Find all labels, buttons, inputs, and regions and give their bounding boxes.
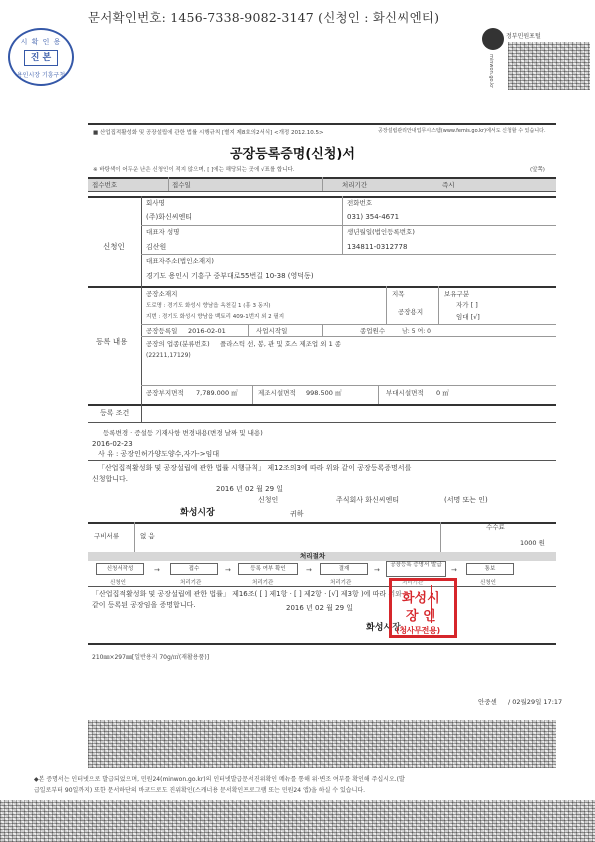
industry-value: 플라스틱 선, 봉, 관 및 호스 제조업 외 1 종 (220, 340, 342, 348)
processing-period-label: 처리기간 (342, 181, 368, 189)
ownership-divider (438, 286, 439, 324)
changes-heading: 등록변경 · 증설등 기재사항 변경내용(변경 날짜 및 내용) (103, 429, 263, 437)
company-name-label: 회사명 (146, 199, 165, 207)
birth-date-value: 134811-0312778 (347, 243, 408, 251)
procedure-actor-3: 처리기관 (252, 580, 274, 586)
fee-value: 1000 원 (520, 539, 545, 547)
request-applicant-value: 주식회사 화신씨엔티 (336, 496, 400, 504)
certification-issuer: 화성시장 (366, 623, 401, 633)
seal-top-text: 시 확 인 용 (20, 38, 62, 46)
registration-label-divider (141, 286, 142, 404)
procedure-step-3: 등록 여부 확인 (238, 563, 298, 575)
industry-label: 공장의 업종(분류번호) (146, 340, 210, 348)
receipt-divider-1 (168, 177, 169, 191)
applicant-row-rule-2 (141, 254, 556, 255)
conditions-bottom-rule (88, 422, 556, 423)
procedure-bottom-rule (88, 586, 556, 587)
applicant-section-label: 신청인 (103, 242, 125, 251)
certification-bottom-rule (88, 643, 556, 645)
aux-area-divider (378, 385, 379, 404)
road-address: 도로명 : 경기도 화성시 향남읍 옥천길 1 (흥 3 동지) (146, 303, 271, 309)
employee-divider (322, 324, 323, 336)
certification-date: 2016 년 02 월 29 일 (286, 604, 354, 612)
form-title: 공장등록증명(신청)서 (230, 147, 355, 162)
footer-note-line-1: ◆본 증명서는 인터넷으로 발급되었으며, 민원24(minwon.go.kr)의 인터넷발급문서진위확인 메뉴를 통해 위·변조 여부를 확인해 주십시오.(발 (34, 776, 405, 783)
registration-row-rule-1 (141, 324, 556, 325)
government-portal-logo (482, 22, 592, 92)
required-docs-value: 없 음 (140, 532, 155, 540)
phone-value: 031) 354-4671 (347, 213, 400, 221)
manufacturing-area-label: 제조시설면적 (258, 389, 296, 397)
conditions-label: 등록 조건 (100, 409, 130, 417)
manufacturing-area-value: 998.500 ㎡ (306, 389, 342, 397)
procedure-actor-4: 처리기관 (330, 580, 352, 586)
site-area-value: 7,789.000 ㎡ (196, 389, 238, 397)
auxiliary-area-label: 부대시설면적 (386, 389, 424, 397)
employee-count-label: 종업원수 (360, 327, 386, 335)
ownership-owned-checkbox: 자가 [ ] (456, 301, 478, 309)
applicant-label-divider (141, 196, 142, 286)
representative-address-label: 대표자주소(법인소재지) (146, 257, 214, 265)
document-confirmation-number: 문서확인번호: 1456-7338-9082-3147 (신청인 : 화신씨엔티) (88, 10, 440, 25)
portal-emblem-icon (482, 28, 504, 50)
request-statement-line-2: 신청합니다. (92, 475, 129, 483)
business-start-label: 사업시작일 (256, 327, 288, 335)
registration-date-value: 2016-02-01 (188, 327, 226, 335)
efile-note: 공장설립관리안내업무시스템(www.femis.go.kr)에서도 신청할 수 있습니다. (378, 128, 546, 134)
request-addressee-suffix: 귀하 (290, 510, 304, 518)
birth-date-label: 생년월일(법인등록번호) (347, 228, 415, 236)
paper-specification: 210㎜×297㎜[일반용지 70g/㎡(재활용품)] (92, 654, 210, 661)
page-side-label: (앞쪽) (530, 167, 545, 173)
portal-url-vertical: minwon.go.kr (488, 54, 494, 89)
certified-copy-seal (8, 28, 74, 86)
seal-bottom-text: 용인시장 기흥구청 (16, 72, 66, 79)
required-docs-label: 구비서류 (94, 532, 120, 540)
certification-line-1: 「산업집적활성화 및 공장설립에 관한 법률」 제16조( [ ] 제1항 · [ ] 제2항 · [√] 제3항 )에 따라 위와 (92, 590, 402, 598)
procedure-step-1: 신청서작성 (96, 563, 144, 575)
employee-count-value: 남: 5 여: 0 (402, 328, 431, 335)
start-date-divider (248, 324, 249, 336)
conditions-divider (141, 404, 142, 422)
issue-office-label: 안중센 (478, 698, 497, 706)
footer-note-line-2: 급일로부터 90일까지) 또한 문서하단의 바코드로도 진위확인(스캐너용 문서확인프로그램 또는 민원24 앱)을 하실 수 있습니다. (34, 787, 366, 794)
registration-date-label: 공장등록일 (146, 327, 178, 335)
seal-middle-text: 진 본 (24, 50, 58, 66)
lot-address: 지번 : 경기도 화성시 향남읍 백토리 409-1번지 외 2 필지 (146, 314, 285, 320)
procedure-arrow-3: → (306, 566, 312, 574)
phone-label: 전화번호 (347, 199, 373, 207)
auxiliary-area-value: 0 ㎡ (436, 389, 449, 397)
procedure-step-5: 공장등록 증명서 발급 (386, 561, 446, 577)
portal-name: 정부민원포털 (506, 33, 541, 40)
procedure-actor-6: 신청인 (480, 580, 496, 586)
changes-bottom-rule (88, 460, 556, 461)
receipt-number-label: 접수번호 (92, 181, 118, 189)
factory-location-label: 공장소재지 (146, 290, 178, 298)
land-category-value: 공장용지 (398, 308, 424, 316)
request-sign-note: (서명 또는 인) (444, 496, 488, 504)
qr-barcode-top (508, 42, 590, 90)
procedure-actor-2: 처리기관 (180, 580, 202, 586)
fee-label: 수수료 (486, 523, 505, 531)
stamp-line-1: 화성시 (402, 591, 440, 606)
fee-divider (440, 522, 441, 552)
registration-bottom-rule (88, 404, 556, 406)
request-addressee: 화성시장 (180, 508, 215, 518)
procedure-arrow-4: → (374, 566, 380, 574)
registration-row-rule-3 (141, 385, 556, 386)
applicant-top-rule (88, 196, 556, 198)
representative-name-value: 김산원 (146, 243, 167, 251)
registration-section-label: 등록 내용 (96, 337, 128, 346)
ownership-label: 보유구분 (444, 290, 470, 298)
validation-barcode-strip (88, 720, 556, 768)
law-reference: ■ 산업집적활성화 및 공장설립에 관한 법률 시행규칙 [별지 제8호의2서식] <개정 2012.10.5> (93, 130, 324, 136)
applicant-row-rule-1 (141, 225, 556, 226)
procedure-arrow-5: → (451, 566, 457, 574)
certification-line-2: 같이 등록된 공장임을 증명합니다. (92, 601, 196, 609)
ownership-rented-checkbox: 임대 [√] (456, 313, 480, 321)
procedure-arrow-2: → (225, 566, 231, 574)
applicant-bottom-rule (88, 286, 556, 288)
issue-time-value: / 02월29일 17:17 (508, 698, 563, 706)
receipt-date-label: 접수일 (172, 181, 191, 189)
request-applicant-label: 신청인 (258, 496, 279, 504)
request-date: 2016 년 02 월 29 일 (216, 485, 284, 493)
procedure-actor-5: 처리기관 (402, 580, 424, 586)
procedure-step-2: 접수 (170, 563, 218, 575)
registration-row-rule-2 (141, 336, 556, 337)
docs-divider (134, 522, 135, 552)
changes-reason: 사 유 : 공장인허가양도양수,자가->임대 (98, 450, 220, 458)
request-statement-line-1: 「산업집적활성화 및 공장설립에 관한 법률 시행규칙」 제12조의3에 따라 위와 같이 공장등록증명서를 (98, 464, 412, 472)
procedure-step-6: 통보 (466, 563, 514, 575)
land-category-divider (386, 286, 387, 324)
mfg-area-divider (252, 385, 253, 404)
stamp-line-2: 장 인 (406, 609, 436, 624)
site-area-label: 공장부지면적 (146, 389, 184, 397)
industry-code: (22211,17129) (146, 352, 191, 359)
procedure-step-4: 결재 (320, 563, 368, 575)
procedure-actor-1: 신청인 (110, 580, 126, 586)
receipt-divider-2 (322, 177, 323, 191)
footer-barcode (0, 800, 595, 842)
company-name-value: (주)화신씨엔티 (146, 213, 193, 221)
instruction-note: ※ 바탕색이 어두운 난은 신청인이 적지 않으며, [ ]에는 해당되는 곳에 √표를 합니다. (93, 167, 295, 173)
processing-immediate: 즉시 (442, 181, 455, 189)
land-category-label: 지목 (392, 290, 405, 298)
official-red-stamp (389, 578, 457, 638)
representative-name-label: 대표자 성명 (146, 228, 180, 236)
representative-address-value: 경기도 용인시 기흥구 중부대로55번길 10-38 (영덕동) (146, 272, 314, 280)
procedure-heading: 처리절차 (300, 552, 326, 560)
top-rule (88, 123, 556, 125)
procedure-arrow-1: → (154, 566, 160, 574)
receipt-row-bottom-rule (88, 191, 556, 192)
stamp-line-3: (청사무전용) (396, 626, 440, 635)
changes-date: 2016-02-23 (92, 440, 133, 448)
